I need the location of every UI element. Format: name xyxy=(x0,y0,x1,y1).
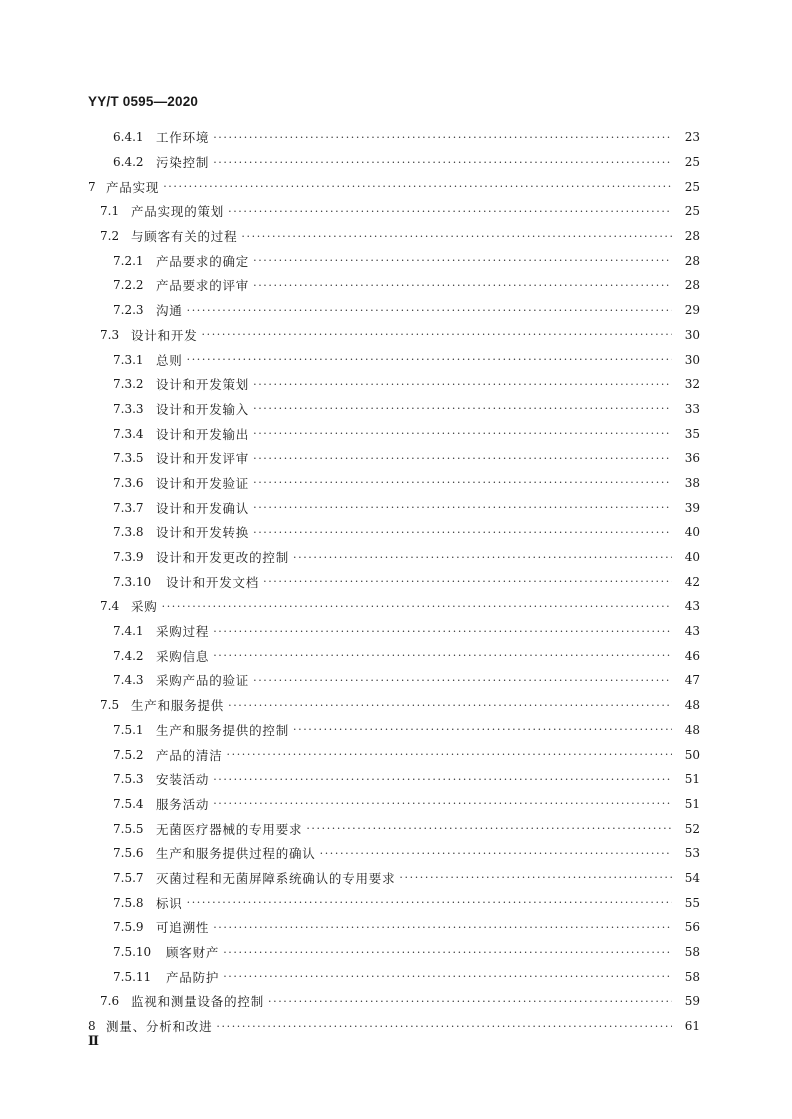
toc-entry-number: 7.5.2 xyxy=(113,747,144,762)
toc-entry-number: 7.5.10 xyxy=(113,945,152,960)
toc-entry xyxy=(0,718,792,743)
toc-entry-title: 与顾客有关的过程 xyxy=(131,229,238,245)
toc-entry-page: 58 xyxy=(684,945,700,960)
toc-entry xyxy=(0,248,792,273)
toc-entry-number: 7.3.1 xyxy=(113,352,144,367)
toc-entry-page: 43 xyxy=(684,624,700,639)
toc-entry-title: 监视和测量设备的控制 xyxy=(131,994,265,1010)
toc-entry-title: 顾客财产 xyxy=(166,945,220,961)
toc-entry-number: 7.3 xyxy=(100,327,120,342)
toc-entry-page: 25 xyxy=(684,204,700,219)
toc-entry xyxy=(0,174,792,199)
toc-leader-dots xyxy=(253,501,672,514)
toc-entry-title: 产品要求的确定 xyxy=(156,253,250,269)
toc-entry-title: 沟通 xyxy=(156,303,183,319)
toc-entry-title: 设计和开发 xyxy=(131,327,198,343)
toc-entry-page: 25 xyxy=(684,179,700,194)
toc-leader-dots xyxy=(253,476,672,489)
toc-entry-number: 7.5.8 xyxy=(113,895,144,910)
toc-entry-page: 36 xyxy=(684,451,700,466)
toc-leader-dots xyxy=(187,353,672,366)
toc-leader-dots xyxy=(162,600,672,613)
toc-leader-dots xyxy=(241,230,672,243)
toc-entry-number: 6.4.1 xyxy=(113,130,144,145)
toc-leader-dots xyxy=(293,551,672,564)
toc-entry-title: 生产和服务提供 xyxy=(131,698,225,714)
toc-leader-dots xyxy=(253,674,672,687)
toc-entry-number: 7.5.1 xyxy=(113,722,144,737)
toc-entry-title: 产品实现 xyxy=(106,179,160,195)
toc-leader-dots xyxy=(187,896,672,909)
toc-entry xyxy=(0,964,792,989)
toc-entry xyxy=(0,940,792,965)
toc-entry xyxy=(0,471,792,496)
toc-entry-number: 7.3.4 xyxy=(113,426,144,441)
toc-entry xyxy=(0,199,792,224)
toc-leader-dots xyxy=(320,847,672,860)
toc-leader-dots xyxy=(228,205,672,218)
toc-entry-title: 设计和开发文档 xyxy=(166,574,260,590)
toc-entry-page: 35 xyxy=(684,426,700,441)
page-number: Ⅱ xyxy=(88,1034,99,1049)
toc-entry-number: 7.1 xyxy=(100,204,120,219)
toc-entry-page: 47 xyxy=(684,673,700,688)
toc-leader-dots xyxy=(202,328,672,341)
toc-entry-title: 总则 xyxy=(156,352,183,368)
toc-entry-title: 设计和开发更改的控制 xyxy=(156,550,290,566)
toc-entry-title: 生产和服务提供的控制 xyxy=(156,722,290,738)
toc-entry-title: 产品防护 xyxy=(166,969,220,985)
toc-entry-title: 标识 xyxy=(156,895,183,911)
toc-leader-dots xyxy=(216,1020,672,1033)
toc-entry xyxy=(0,347,792,372)
standard-code: YY/T 0595—2020 xyxy=(88,94,199,109)
toc-entry xyxy=(0,397,792,422)
toc-entry-title: 采购过程 xyxy=(156,624,210,640)
toc-entry-page: 48 xyxy=(684,722,700,737)
toc-entry-number: 7.3.5 xyxy=(113,451,144,466)
toc-entry xyxy=(0,545,792,570)
toc-entry xyxy=(0,693,792,718)
toc-entry-page: 48 xyxy=(684,698,700,713)
toc-entry-number: 7.5.6 xyxy=(113,846,144,861)
toc-leader-dots xyxy=(268,995,672,1008)
toc-entry xyxy=(0,668,792,693)
toc-leader-dots xyxy=(253,378,672,391)
toc-entry-number: 6.4.2 xyxy=(113,155,144,170)
toc-leader-dots xyxy=(253,452,672,465)
toc-entry xyxy=(0,298,792,323)
toc-entry-number: 7.2 xyxy=(100,229,120,244)
toc-entry-number: 7.4 xyxy=(100,599,120,614)
toc-leader-dots xyxy=(253,526,672,539)
toc-entry-number: 7.3.3 xyxy=(113,401,144,416)
toc-leader-dots xyxy=(399,871,672,884)
toc-entry-title: 服务活动 xyxy=(156,796,210,812)
toc-entry xyxy=(0,767,792,792)
toc-entry-title: 可追溯性 xyxy=(156,920,210,936)
toc-entry-title: 采购产品的验证 xyxy=(156,673,250,689)
toc-entry-title: 工作环境 xyxy=(156,130,210,146)
toc-entry xyxy=(0,421,792,446)
toc-leader-dots xyxy=(253,279,672,292)
toc-leader-dots xyxy=(213,625,672,638)
toc-entry xyxy=(0,594,792,619)
toc-entry-number: 7.3.7 xyxy=(113,500,144,515)
toc-entry-title: 生产和服务提供过程的确认 xyxy=(156,846,316,862)
toc-entry-number: 7.3.6 xyxy=(113,475,144,490)
toc-leader-dots xyxy=(163,180,672,193)
toc-entry-page: 30 xyxy=(684,352,700,367)
toc-entry-page: 61 xyxy=(684,1019,700,1034)
toc-entry-page: 25 xyxy=(684,155,700,170)
toc-entry-page: 28 xyxy=(684,253,700,268)
toc-entry-page: 30 xyxy=(684,327,700,342)
toc-entry-page: 33 xyxy=(684,401,700,416)
toc-entry xyxy=(0,1014,792,1039)
toc-entry-title: 设计和开发转换 xyxy=(156,525,250,541)
toc-leader-dots xyxy=(253,402,672,415)
toc-entry-title: 设计和开发评审 xyxy=(156,451,250,467)
toc-entry-title: 灭菌过程和无菌屏障系统确认的专用要求 xyxy=(156,870,396,886)
toc-entry-page: 52 xyxy=(684,821,700,836)
toc-entry xyxy=(0,742,792,767)
toc-entry-number: 7.2.2 xyxy=(113,278,144,293)
toc-entry-number: 7.4.3 xyxy=(113,673,144,688)
toc-entry-title: 安装活动 xyxy=(156,772,210,788)
toc-entry-title: 产品要求的评审 xyxy=(156,278,250,294)
toc-entry-number: 7.5.4 xyxy=(113,796,144,811)
toc-leader-dots xyxy=(253,427,672,440)
toc-entry-number: 7.2.1 xyxy=(113,253,144,268)
toc-entry-title: 采购信息 xyxy=(156,648,210,664)
toc-leader-dots xyxy=(213,156,672,169)
toc-entry-page: 56 xyxy=(684,920,700,935)
toc-entry-page: 58 xyxy=(684,969,700,984)
toc-entry-page: 39 xyxy=(684,500,700,515)
toc-entry-page: 55 xyxy=(684,895,700,910)
toc-entry xyxy=(0,125,792,150)
toc-entry-number: 7.3.9 xyxy=(113,550,144,565)
toc-entry-title: 设计和开发验证 xyxy=(156,475,250,491)
toc-entry xyxy=(0,224,792,249)
toc-entry xyxy=(0,273,792,298)
toc-leader-dots xyxy=(213,131,672,144)
toc-leader-dots xyxy=(223,970,672,983)
toc-entry-page: 51 xyxy=(684,772,700,787)
toc-entry-number: 7.6 xyxy=(100,994,120,1009)
toc-entry-number: 7.5.9 xyxy=(113,920,144,935)
toc-entry-page: 40 xyxy=(684,550,700,565)
toc-leader-dots xyxy=(306,822,672,835)
toc-entry xyxy=(0,446,792,471)
toc-entry-number: 7.5.5 xyxy=(113,821,144,836)
toc-entry-page: 32 xyxy=(684,377,700,392)
toc-entry-page: 50 xyxy=(684,747,700,762)
toc-entry-page: 28 xyxy=(684,229,700,244)
toc-leader-dots xyxy=(187,304,672,317)
toc-entry xyxy=(0,643,792,668)
toc-entry-number: 7.2.3 xyxy=(113,303,144,318)
toc-entry-page: 29 xyxy=(684,303,700,318)
toc-leader-dots xyxy=(227,748,672,761)
toc-entry-number: 7.5 xyxy=(100,698,120,713)
toc-leader-dots xyxy=(263,575,672,588)
toc-leader-dots xyxy=(213,649,672,662)
toc-entry xyxy=(0,323,792,348)
toc-leader-dots xyxy=(253,254,672,267)
toc-entry xyxy=(0,495,792,520)
toc-leader-dots xyxy=(228,699,672,712)
toc-entry-page: 59 xyxy=(684,994,700,1009)
toc-entry xyxy=(0,915,792,940)
toc-entry-page: 28 xyxy=(684,278,700,293)
toc-leader-dots xyxy=(213,921,672,934)
toc-entry-page: 42 xyxy=(684,574,700,589)
toc-entry-page: 43 xyxy=(684,599,700,614)
toc-entry xyxy=(0,569,792,594)
toc-entry-number: 7.5.3 xyxy=(113,772,144,787)
toc-entry-title: 设计和开发策划 xyxy=(156,377,250,393)
toc-entry xyxy=(0,816,792,841)
toc-entry-title: 无菌医疗器械的专用要求 xyxy=(156,821,303,837)
toc-leader-dots xyxy=(223,946,672,959)
toc-entry-page: 51 xyxy=(684,796,700,811)
toc-entry-number: 7.3.2 xyxy=(113,377,144,392)
toc-entry-title: 产品的清洁 xyxy=(156,747,223,763)
toc-entry xyxy=(0,619,792,644)
toc-entry xyxy=(0,841,792,866)
toc-entry-number: 7 xyxy=(88,179,96,194)
toc-entry-title: 设计和开发确认 xyxy=(156,500,250,516)
toc-entry-page: 54 xyxy=(684,870,700,885)
toc-entry-title: 测量、分析和改进 xyxy=(106,1019,213,1035)
toc-entry-number: 7.3.8 xyxy=(113,525,144,540)
toc-entry-number: 8 xyxy=(88,1019,96,1034)
toc-entry xyxy=(0,372,792,397)
toc-entry-page: 46 xyxy=(684,648,700,663)
toc-entry-number: 7.5.11 xyxy=(113,969,152,984)
toc-entry xyxy=(0,866,792,891)
table-of-contents xyxy=(0,125,792,1038)
toc-entry-title: 产品实现的策划 xyxy=(131,204,225,220)
toc-entry-page: 23 xyxy=(684,130,700,145)
toc-entry xyxy=(0,792,792,817)
toc-entry-page: 38 xyxy=(684,475,700,490)
toc-entry-title: 设计和开发输出 xyxy=(156,426,250,442)
toc-entry-page: 53 xyxy=(684,846,700,861)
toc-leader-dots xyxy=(213,797,672,810)
toc-entry-title: 污染控制 xyxy=(156,155,210,171)
toc-entry xyxy=(0,520,792,545)
toc-entry xyxy=(0,989,792,1014)
toc-leader-dots xyxy=(293,723,672,736)
toc-entry-number: 7.3.10 xyxy=(113,574,152,589)
toc-entry xyxy=(0,150,792,175)
toc-entry xyxy=(0,890,792,915)
toc-entry-number: 7.4.1 xyxy=(113,624,144,639)
toc-entry-page: 40 xyxy=(684,525,700,540)
toc-entry-number: 7.4.2 xyxy=(113,648,144,663)
toc-entry-number: 7.5.7 xyxy=(113,870,144,885)
toc-leader-dots xyxy=(213,773,672,786)
toc-entry-title: 采购 xyxy=(131,599,158,615)
toc-entry-title: 设计和开发输入 xyxy=(156,401,250,417)
